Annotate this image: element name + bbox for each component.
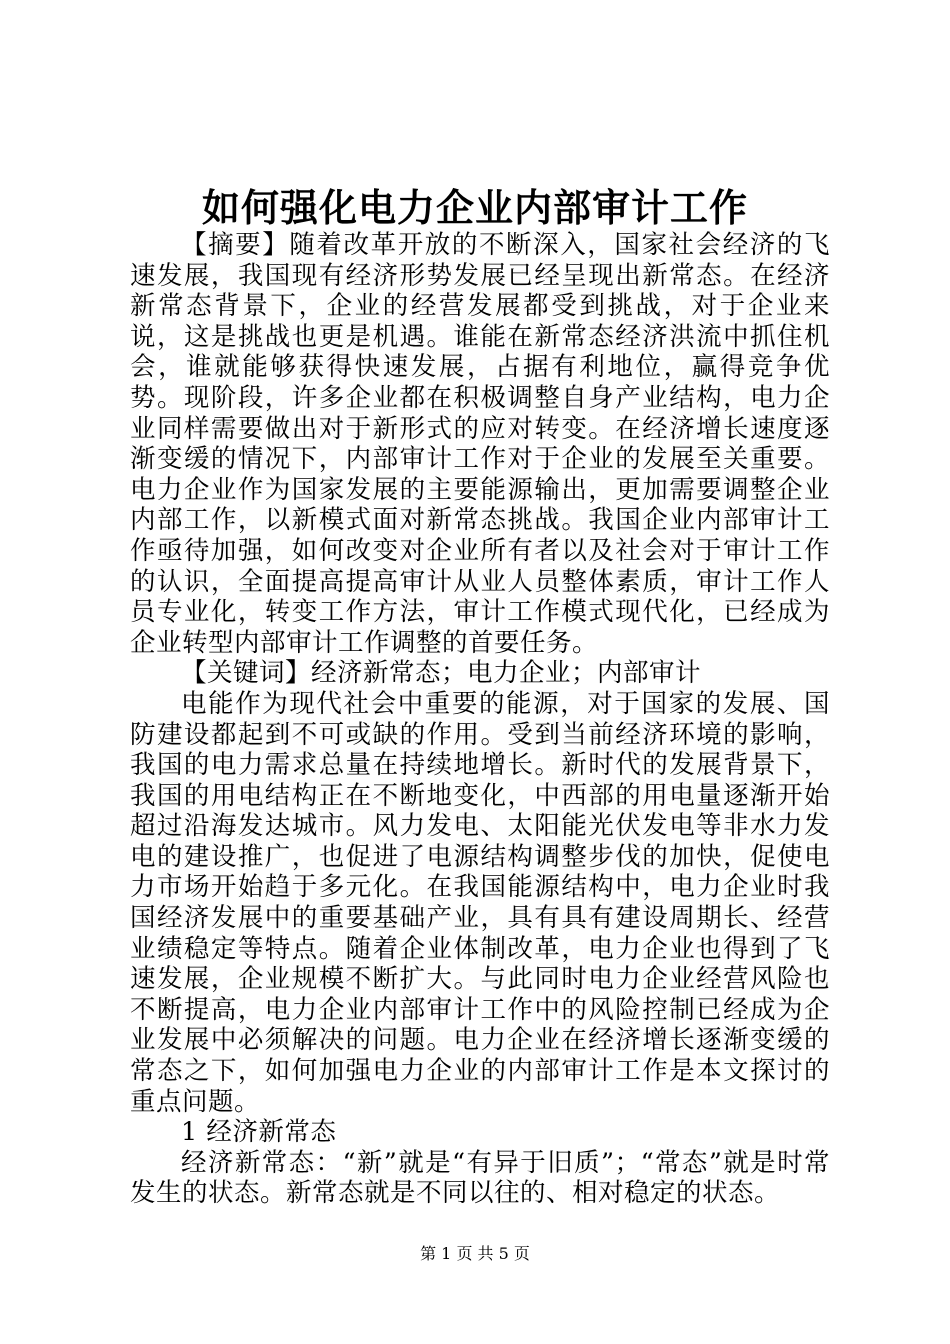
page-footer: 第 1 页 共 5 页 (420, 1244, 530, 1263)
document-title: 如何强化电力企业内部审计工作 (201, 185, 748, 230)
abstract-paragraph: 【摘要】随着改革开放的不断深入，国家社会经济的飞速发展，我国现有经济形势发展已经呈现出新常态。在经济新常态背景下，企业的经营发展都受到挑战，对于企业来说，这是挑战也更是机遇。谁能在新常态经济洪流中抓住机会，谁就能够获得快速发展，占据有利地位，赢得竞争优势。现阶段，许多企业都在积极调整自身产业结构，电力企业同样需要做出对于新形式的应对转变。在经济增长速度逐渐变缓的情况下，内部审计工作对于企业的发展至关重要。电力企业作为国家发展的主要能源输出，更加需要调整企业内部工作，以新模式面对新常态挑战。我国企业内部审计工作亟待加强，如何改变对企业所有者以及社会对于审计工作的认识，全面提高提高审计从业人员整体素质，审计工作人员专业化，转变工作方法，审计工作模式现代化，已经成为企业转型内部审计工作调整的首要任务。 (130, 230, 830, 658)
section-heading: 1 经济新常态 (181, 1117, 337, 1148)
keywords-paragraph: 【关键词】经济新常态；电力企业；内部审计 (181, 658, 702, 689)
section-paragraph: 经济新常态：“新”就是“有异于旧质”；“常态”就是时常发生的状态。新常态就是不同以往的、相对稳定的状态。 (130, 1147, 830, 1209)
document-body (130, 230, 830, 1209)
intro-paragraph: 电能作为现代社会中重要的能源，对于国家的发展、国防建设都起到不可或缺的作用。受到当前经济环境的影响，我国的电力需求总量在持续地增长。新时代的发展背景下，我国的用电结构正在不断地变化，中西部的用电量逐渐开始超过沿海发达城市。风力发电、太阳能光伏发电等非水力发电的建设推广，也促进了电源结构调整步伐的加快，促使电力市场开始趋于多元化。在我国能源结构中，电力企业时我国经济发展中的重要基础产业，具有具有建设周期长、经营业绩稳定等特点。随着企业体制改革，电力企业也得到了飞速发展，企业规模不断扩大。与此同时电力企业经营风险也不断提高，电力企业内部审计工作中的风险控制已经成为企业发展中必须解决的问题。电力企业在经济增长逐渐变缓的常态之下，如何加强电力企业的内部审计工作是本文探讨的重点问题。 (130, 688, 830, 1117)
